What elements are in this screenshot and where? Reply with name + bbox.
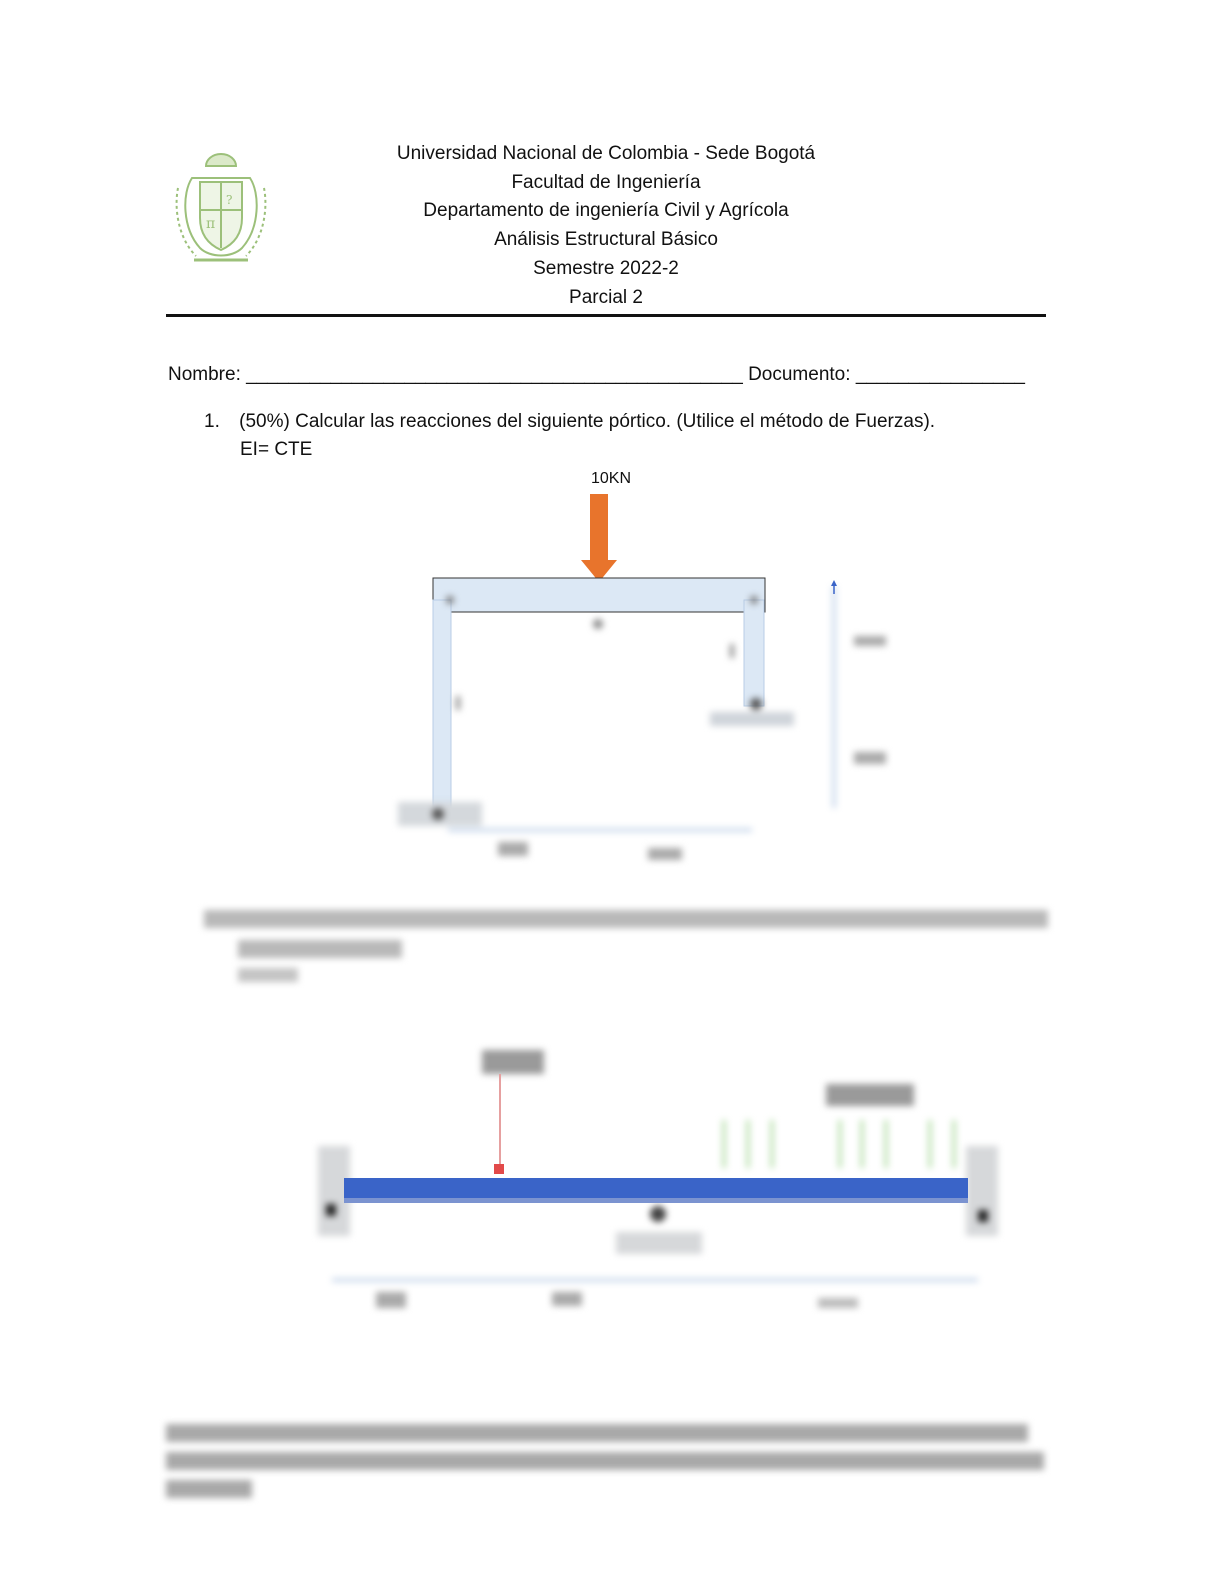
name-label: Nombre: bbox=[168, 364, 241, 385]
question-1-text: (50%) Calcular las reacciones del siguiente pórtico. (Utilice el método de Fuerzas). bbox=[239, 411, 936, 432]
header-block bbox=[306, 140, 906, 312]
header-divider bbox=[166, 314, 1046, 317]
note-obscured bbox=[166, 1424, 1046, 1498]
question-2-obscured bbox=[204, 910, 1048, 982]
name-blank: _______________________________________________ bbox=[246, 364, 743, 385]
document-blank: ________________ bbox=[855, 364, 1025, 385]
right-support bbox=[710, 712, 794, 726]
frame-left-column bbox=[433, 600, 451, 812]
document-label: Documento: bbox=[748, 364, 851, 385]
question-1-subtext: EI= CTE bbox=[240, 439, 313, 460]
svg-text:π: π bbox=[206, 216, 216, 232]
svg-text:?: ? bbox=[226, 193, 233, 207]
question-1-number: 1. bbox=[204, 411, 220, 432]
frame-diagram bbox=[390, 490, 910, 870]
header-line-exam: Parcial 2 bbox=[569, 286, 643, 308]
header-line-course: Análisis Estructural Básico bbox=[494, 229, 718, 251]
load-arrow bbox=[581, 494, 617, 582]
beam bbox=[344, 1178, 968, 1200]
header-line-department: Departamento de ingeniería Civil y Agrícola bbox=[423, 200, 789, 222]
header-line-semester: Semestre 2022-2 bbox=[533, 257, 679, 279]
header-line-faculty: Facultad de Ingeniería bbox=[511, 171, 701, 193]
student-fields bbox=[168, 364, 1025, 386]
load-label: 10KN bbox=[591, 470, 632, 487]
university-logo bbox=[172, 148, 270, 266]
header-line-university: Universidad Nacional de Colombia - Sede Bogotá bbox=[396, 143, 816, 164]
beam-diagram bbox=[310, 1040, 1010, 1320]
frame-beam bbox=[433, 578, 765, 612]
distributed-load bbox=[724, 1120, 954, 1168]
frame-right-column bbox=[744, 600, 764, 706]
question-1 bbox=[204, 408, 935, 464]
